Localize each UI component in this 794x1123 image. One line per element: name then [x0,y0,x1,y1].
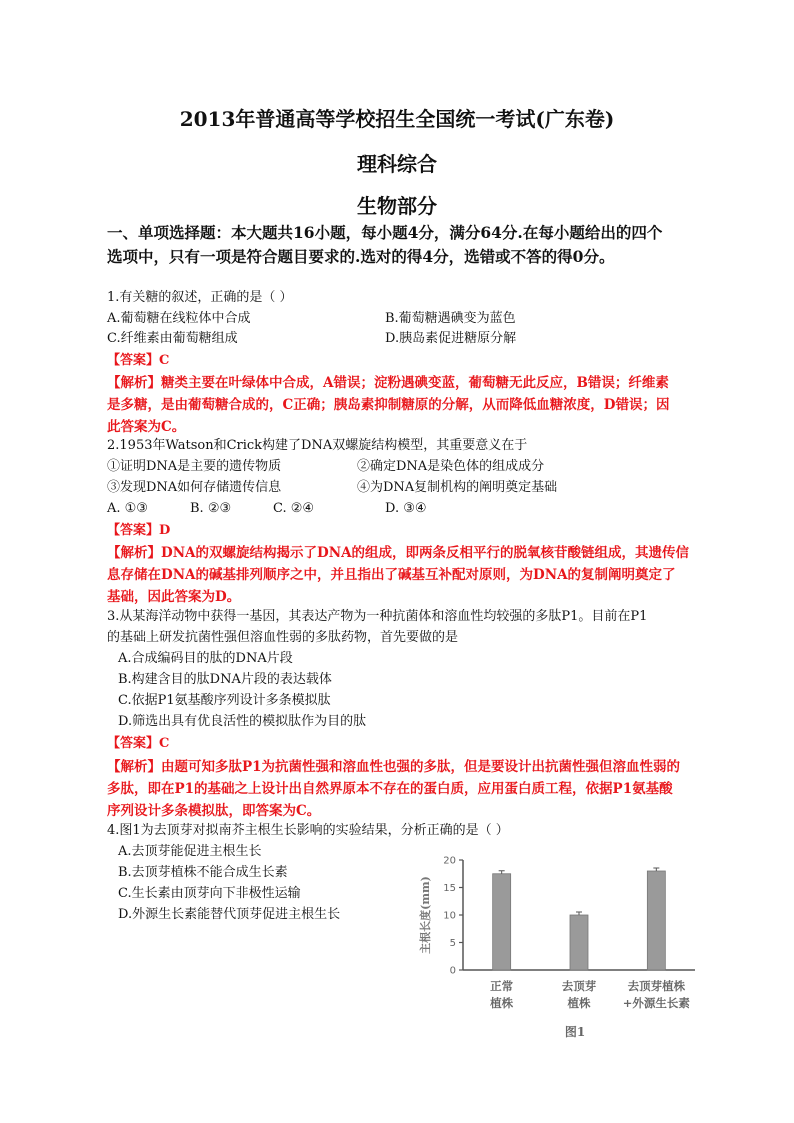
q2-statement-4: ④为DNA复制机构的阐明奠定基础 [357,480,558,495]
q3-explanation-line2: 多肽，即在P1的基础之上设计出自然界原本不存在的蛋白质，应用蛋白质工程，依据P1氨基酸 [107,781,673,797]
q1-explanation-line2: 是多糖，是由葡萄糖合成的，C正确；胰岛素抑制糖原的分解，从而降低血糖浓度，D错误；因 [107,397,670,413]
q4-stem: 4.图1为去顶芽对拟南芥主根生长影响的实验结果，分析正确的是（ ） [107,823,509,838]
q4-option-a: A.去顶芽能促进主根生长 [118,844,262,859]
q3-stem-line2: 的基础上研发抗菌性强但溶血性弱的多肽药物，首先要做的是 [107,630,459,645]
y-tick-label: 20 [443,855,456,867]
bar-2 [570,915,588,970]
q3-explanation-line3: 序列设计多条模拟肽，即答案为C。 [107,803,321,819]
y-axis-label: 主根长度(mm) [419,876,432,954]
q4-option-c: C.生长素由顶芽向下非极性运输 [118,886,301,901]
subject-title: 理科综合 [357,152,437,176]
category-label-1: 正常 [490,979,514,993]
section-instructions-line2: 选项中，只有一项是符合题目要求的.选对的得4分，选错或不答的得0分。 [107,247,615,266]
q3-option-c: C.依据P1氨基酸序列设计多条模拟肽 [118,693,331,708]
category-label-3: 去顶芽植株 [627,979,686,993]
q1-stem: 1.有关糖的叙述，正确的是（ ） [107,290,293,305]
y-tick-label: 5 [449,938,456,949]
q2-explanation-line2: 息存储在DNA的碱基排列顺序之中，并且指出了碱基互补配对原则，为DNA的复制阐明奠定了 [107,567,676,583]
q1-explanation-line1: 【解析】糖类主要在叶绿体中合成，A错误；淀粉遇碘变蓝，葡萄糖无此反应，B错误；纤维素 [107,375,669,391]
q3-option-a: A.合成编码目的肽的DNA片段 [118,651,293,666]
q1-option-d: D.胰岛素促进糖原分解 [385,331,517,346]
q2-option-c: C. ②④ [273,501,315,516]
q2-statement-1: ①证明DNA是主要的遗传物质 [107,459,282,474]
q1-option-b: B.葡萄糖遇碘变为蓝色 [385,311,516,326]
q4-option-d: D.外源生长素能替代顶芽促进主根生长 [118,907,341,922]
part-title: 生物部分 [357,194,437,218]
q3-option-d: D.筛选出具有优良活性的模拟肽作为目的肽 [118,714,367,729]
bar-1 [493,874,511,970]
q2-option-d: D. ③④ [385,501,427,516]
q4-option-b: B.去顶芽植株不能合成生长素 [118,865,288,880]
q2-option-a: A. ①③ [107,501,148,516]
q1-explanation-line3: 此答案为C。 [107,419,186,435]
section-instructions-line1: 一、单项选择题：本大题共16小题，每小题4分，满分64分.在每小题给出的四个 [107,223,663,242]
q1-option-c: C.纤维素由葡萄糖组成 [107,331,238,346]
q2-stem: 2.1953年Watson和Crick构建了DNA双螺旋结构模型，其重要意义在于 [107,438,528,453]
y-tick-label: 15 [443,883,456,894]
q3-option-b: B.构建含目的肽DNA片段的表达载体 [118,672,332,687]
category-label-3: +外源生长素 [622,996,690,1010]
category-label-1: 植株 [490,996,514,1010]
category-label-2: 植株 [567,996,591,1010]
q2-explanation-line3: 基础，因此答案为D。 [107,589,241,605]
bar-3 [647,871,665,970]
figure-1-bar-chart [405,846,705,1046]
q2-statement-2: ②确定DNA是染色体的组成成分 [357,459,545,474]
q1-answer: 【答案】C [107,353,170,368]
q3-stem-line1: 3.从某海洋动物中获得一基因，其表达产物为一种抗菌体和溶血性均较强的多肽P1。目前在P1 [107,609,648,624]
figure-caption: 图1 [564,1025,586,1039]
exam-title: 2013年普通高等学校招生全国统一考试(广东卷) [179,107,615,131]
q2-statement-3: ③发现DNA如何存储遗传信息 [107,480,282,495]
q2-option-b: B. ②③ [190,501,232,516]
q2-answer: 【答案】D [107,523,171,538]
y-tick-label: 10 [443,910,456,922]
y-tick-label: 0 [449,965,456,977]
q1-option-a: A.葡萄糖在线粒体中合成 [107,311,251,326]
q3-explanation-line1: 【解析】由题可知多肽P1为抗菌性强和溶血性也强的多肽，但是要设计出抗菌性强但溶血性弱的 [107,759,681,775]
category-label-2: 去顶芽 [561,979,597,993]
q2-explanation-line1: 【解析】DNA的双螺旋结构揭示了DNA的组成，即两条反相平行的脱氧核苷酸链组成，其遗传信 [107,545,690,561]
q3-answer: 【答案】C [107,736,170,751]
